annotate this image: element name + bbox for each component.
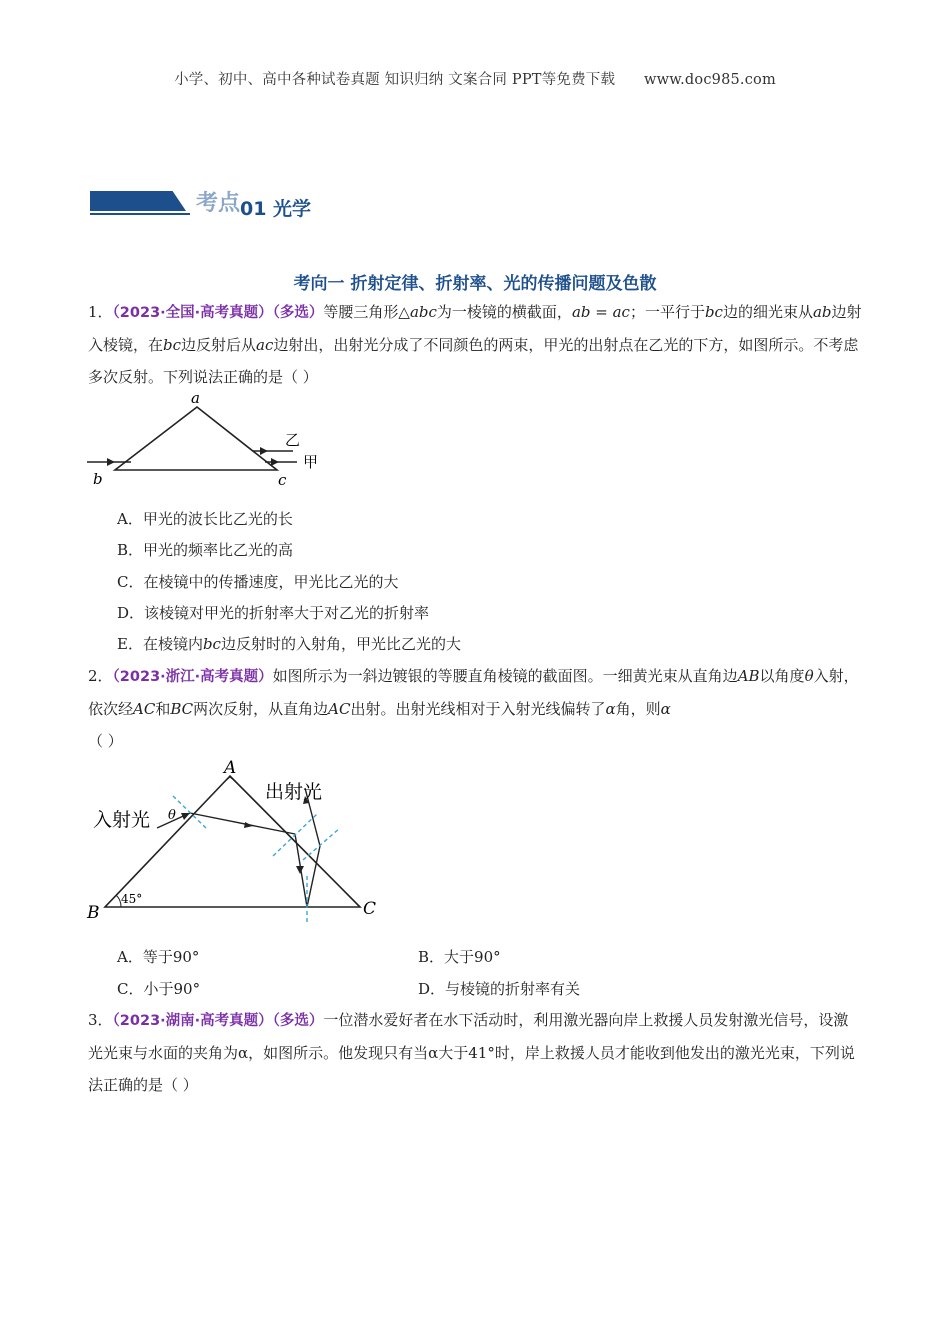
page-header — [0, 68, 950, 89]
question-tag: （多选） — [272, 1013, 324, 1029]
option-1b[interactable]: B．甲光的频率比乙光的高 — [117, 541, 294, 559]
question-1-stem: 1．（2023·全国·高考真题）（多选）等腰三角形△abc为一棱镜的横截面，ab = ac；一平行于bc边的细光束从ab边射入棱镜，在bc边反射后从ac边射出，出射光分成了不同颜色的两束，甲光的出射点在乙光的下方，如图所示。不考虑多次反射。下列说法正确的是（ ） — [88, 303, 862, 386]
label-A: A — [224, 758, 237, 778]
label-45: 45° — [121, 892, 143, 906]
label-b: b — [93, 470, 103, 488]
option-1d[interactable]: D．该棱镜对甲光的折射率大于对乙光的折射率 — [117, 604, 430, 622]
label-C: C — [363, 899, 377, 919]
banner-title: 01 光学 — [240, 198, 312, 220]
question-3-stem: 3．（2023·湖南·高考真题）（多选）一位潜水爱好者在水下活动时，利用激光器向岸上救援人员发射激光信号，设激光光束与水面的夹角为α，如图所示。他发现只有当α大于41°时，岸上救援人员才能收到他发出的激光光束，下列说法正确的是（ ） — [88, 1011, 855, 1094]
label-theta: θ — [168, 808, 176, 823]
label-yi: 乙 — [285, 431, 301, 449]
label-incident: 入射光 — [93, 809, 151, 831]
option-2c[interactable]: C．小于90° — [117, 980, 201, 998]
label-jia: 甲 — [303, 453, 319, 471]
option-1c[interactable]: C．在棱镜中的传播速度，甲光比乙光的大 — [117, 573, 399, 591]
question-2-stem: 2．（2023·浙江·高考真题）如图所示为一斜边镀银的等腰直角棱镜的截面图。一细黄光束从直角边AB以角度θ入射，依次经AC和BC两次反射，从直角边AC出射。出射光线相对于入射光线偏转了α角，则α （ ） — [88, 667, 859, 750]
question-source: （2023·湖南·高考真题） — [112, 1013, 273, 1029]
section-title: 考向一 折射定律、折射率、光的传播问题及色散 — [293, 274, 657, 294]
question-number: 2． — [88, 667, 113, 685]
option-2a[interactable]: A．等于90° — [117, 948, 200, 966]
question-source: （2023·浙江·高考真题） — [112, 669, 273, 685]
banner-underline — [90, 213, 190, 215]
question-number: 1． — [88, 303, 113, 321]
label-a: a — [191, 392, 200, 407]
figure-prism-1 — [85, 392, 345, 492]
question-number: 3． — [88, 1011, 113, 1029]
question-tag: （多选） — [272, 305, 324, 321]
question-source: （2023·全国·高考真题） — [112, 305, 273, 321]
header-site-link[interactable]: www.doc985.com — [643, 72, 776, 88]
option-1e[interactable]: E．在棱镜内bc边反射时的入射角，甲光比乙光的大 — [117, 635, 461, 653]
topic-banner — [90, 186, 310, 220]
option-2b[interactable]: B．大于90° — [418, 948, 501, 966]
figure-prism-2 — [85, 756, 385, 926]
label-outgoing: 出射光 — [265, 781, 323, 803]
option-1a[interactable]: A．甲光的波长比乙光的长 — [117, 510, 293, 528]
label-B: B — [87, 903, 100, 923]
banner-bar — [90, 191, 186, 211]
header-text: 小学、初中、高中各种试卷真题 知识归纳 文案合同 PPT等免费下载 — [174, 72, 616, 88]
label-c: c — [278, 471, 287, 489]
banner-tag: 考点 — [196, 191, 241, 216]
option-2d[interactable]: D．与棱镜的折射率有关 — [418, 980, 581, 998]
